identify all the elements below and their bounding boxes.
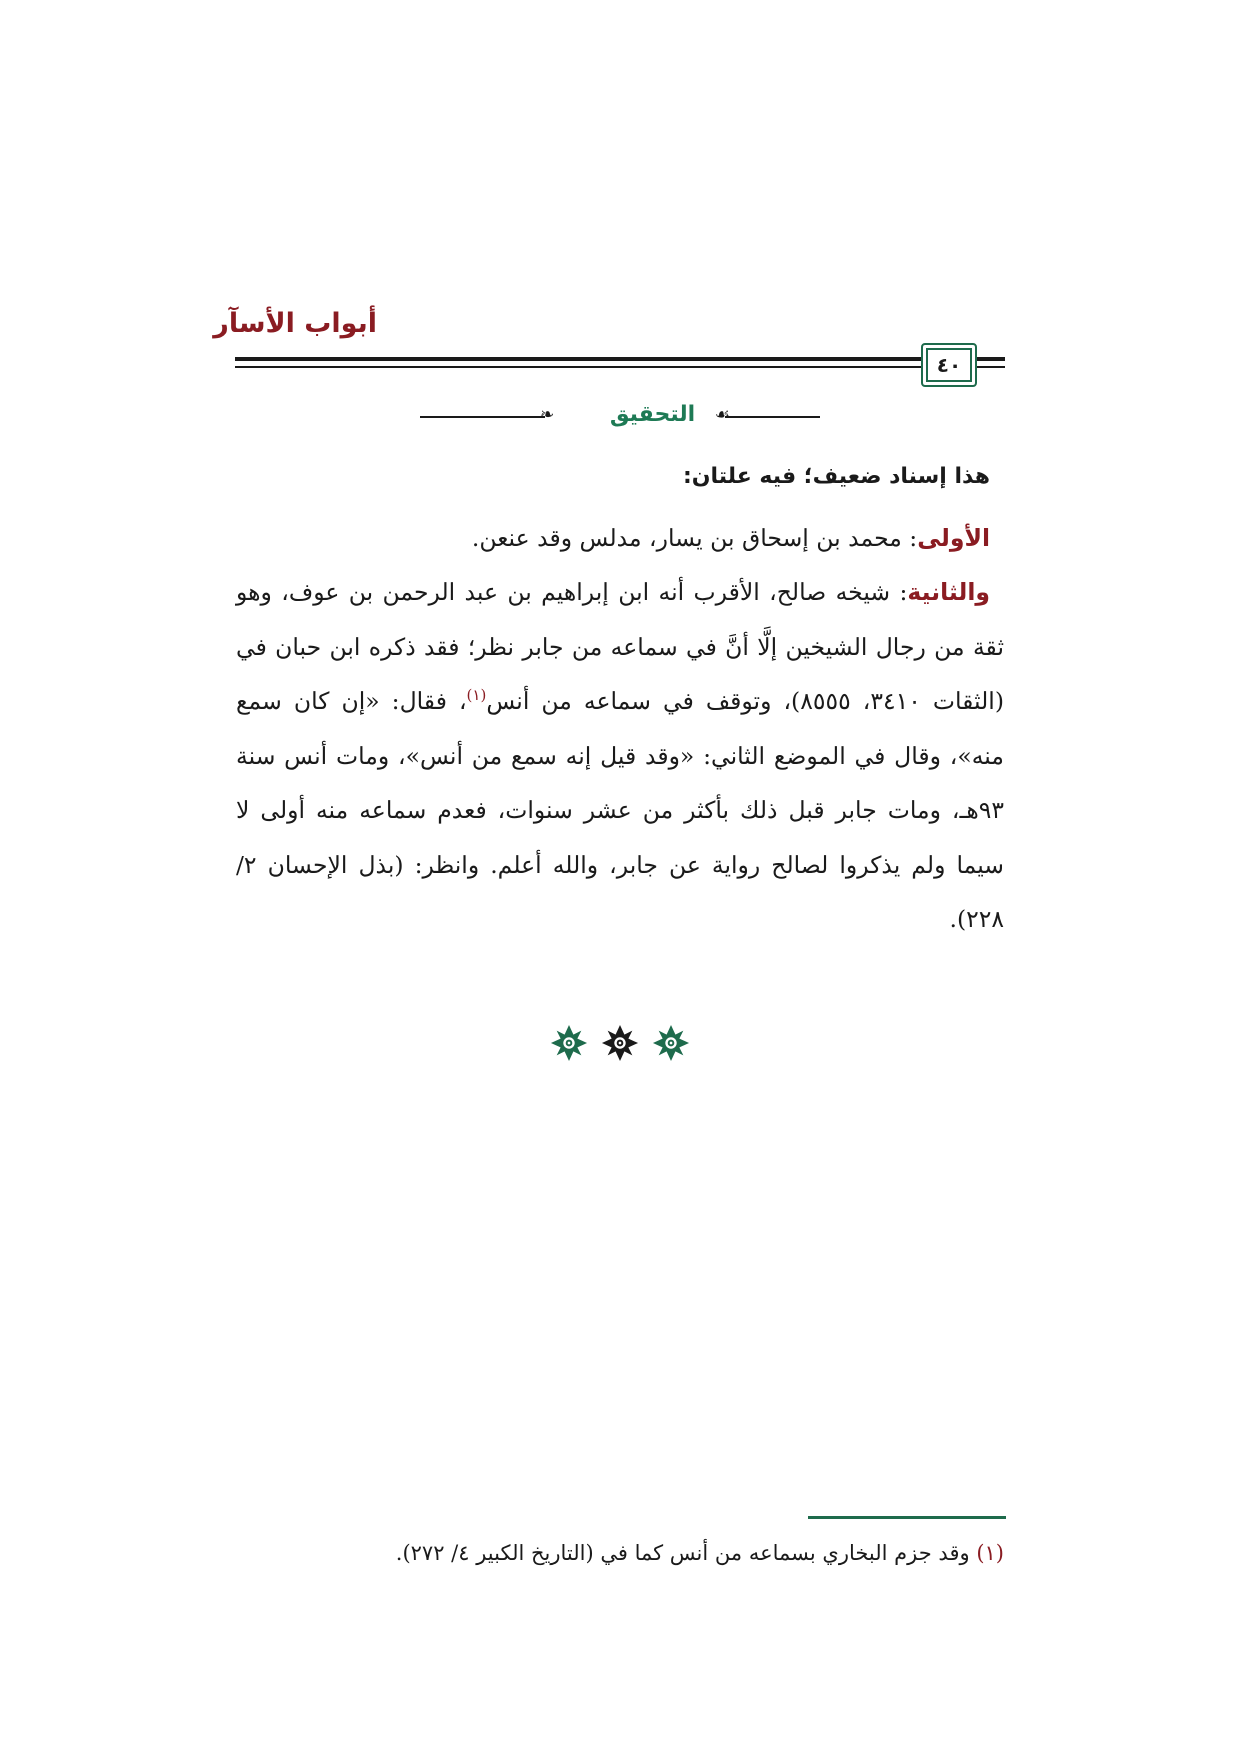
section-heading-label: التحقيق — [609, 402, 696, 427]
first-cause-text: : محمد بن إسحاق بن يسار، مدلس وقد عنعن. — [471, 523, 918, 552]
running-title: أبواب الأسآر — [213, 308, 377, 339]
green-flower-icon — [550, 1024, 588, 1062]
green-flower-icon — [652, 1024, 690, 1062]
footnote-text: وقد جزم البخاري بسماعه من أنس كما في (التاريخ الكبير ٤/ ٢٧٢). — [395, 1541, 977, 1565]
section-end-ornaments — [550, 1018, 690, 1068]
second-cause-term: والثانية — [907, 578, 990, 606]
second-cause-paragraph — [236, 565, 1004, 947]
header-rule-right-thin — [975, 366, 1005, 368]
heading-line-right — [725, 416, 820, 418]
page-number-badge — [921, 343, 977, 387]
header-rule-right-thick — [975, 357, 1005, 361]
section-heading — [420, 402, 820, 432]
intro-paragraph: هذا إسناد ضعيف؛ فيه علتان: — [682, 464, 990, 489]
scroll-ornament-icon: ☙ — [714, 405, 730, 425]
footnote-reference[interactable]: (١) — [466, 686, 487, 705]
second-cause-text-a: : شيخه صالح، الأقرب أنه ابن إبراهيم بن عبد الرحمن بن عوف، وهو ثقة من رجال الشيخين إلَّا أنَّ في سماعه من جابر نظر؛ فقد ذكره ابن حبان في (الثقات ٣٤١٠، ٨٥٥٥)، وتوقف في سماعه من أنس — [236, 578, 1004, 715]
body-text — [236, 450, 1004, 947]
first-cause-paragraph — [236, 511, 1004, 566]
page-number: ٤٠ — [936, 353, 962, 377]
scroll-ornament-icon: ❧ — [540, 405, 555, 425]
dark-flower-icon — [601, 1024, 639, 1062]
footnote-number: (١) — [976, 1541, 1004, 1565]
first-cause-term: الأولى — [917, 523, 990, 552]
second-cause-text-b: ، فقال: «إن كان سمع منه»، وقال في الموضع الثاني: «وقد قيل إنه سمع من أنس»، ومات أنس سنة ٩٣هـ، ومات جابر قبل ذلك بأكثر من عشر سنوات، فعدم سماعه منه أولى لا سيما ولم يذكروا لصالح رواية عن جابر، والله أعلم. وانظر: (بذل الإحسان ٢/ ٢٢٨). — [236, 687, 1004, 933]
heading-line-left — [420, 416, 545, 418]
header-rule-thick — [235, 357, 977, 361]
header-rule-thin — [235, 366, 977, 368]
footnote — [236, 1536, 1004, 1570]
footnote-separator — [808, 1516, 1006, 1519]
